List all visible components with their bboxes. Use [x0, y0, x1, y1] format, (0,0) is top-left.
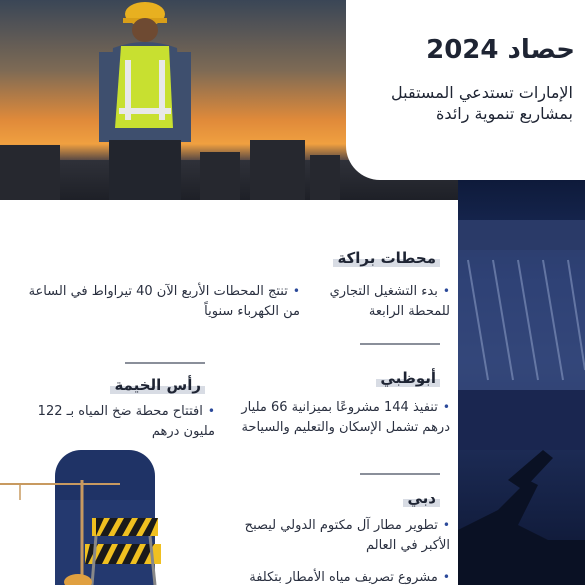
section-abu-dhabi	[240, 368, 440, 387]
dam-image	[458, 180, 585, 585]
section-title-rak: رأس الخيمة	[110, 376, 205, 394]
bullet-icon: •	[207, 404, 215, 418]
title-card	[346, 0, 585, 180]
bullet-icon: •	[442, 570, 450, 584]
dubai-bullet-1: • تطوير مطار آل مكتوم الدولي ليصبح الأكبر في العالم	[244, 518, 450, 553]
barakah-bullet-1: • بدء التشغيل التجاري للمحطة الرابعة	[329, 284, 450, 319]
barakah-bullet-2: • تنتج المحطات الأربع الآن 40 تيراواط في الساعة من الكهرباء سنوياً	[28, 284, 300, 319]
rak-bullet-1: • افتتاح محطة ضخ المياه بـ 122 مليون درهم	[37, 404, 215, 439]
section-barakah	[20, 248, 440, 267]
section-title-abu-dhabi: أبوظبي	[376, 369, 440, 387]
bullet-icon: •	[442, 518, 450, 532]
divider-dubai	[360, 473, 440, 475]
section-title-barakah: محطات براكة	[333, 249, 440, 267]
section-title-dubai: دبي	[403, 489, 440, 507]
bullet-icon: •	[292, 284, 300, 298]
abu-dhabi-bullet-1: • تنفيذ 144 مشروعًا بميزانية 66 مليار درهم تشمل الإسكان والتعليم والسياحة	[241, 400, 450, 435]
construction-worker-image	[85, 0, 195, 200]
bullet-icon: •	[442, 400, 450, 414]
page-subtitle: الإمارات تستدعي المستقبل بمشاريع تنموية رائدة	[391, 83, 573, 123]
dubai-bullet-2: • مشروع تصريف مياه الأمطار بتكلفة	[249, 570, 450, 585]
page-title: حصاد 2024	[426, 35, 575, 65]
section-dubai	[240, 488, 440, 507]
divider-rak	[125, 362, 205, 364]
dam-image-panel	[458, 180, 585, 585]
construction-barrier-image	[0, 440, 175, 585]
construction-site-image	[0, 440, 175, 585]
divider-abu-dhabi	[360, 343, 440, 345]
bullet-icon: •	[442, 284, 450, 298]
section-ras-al-khaimah	[20, 375, 205, 394]
